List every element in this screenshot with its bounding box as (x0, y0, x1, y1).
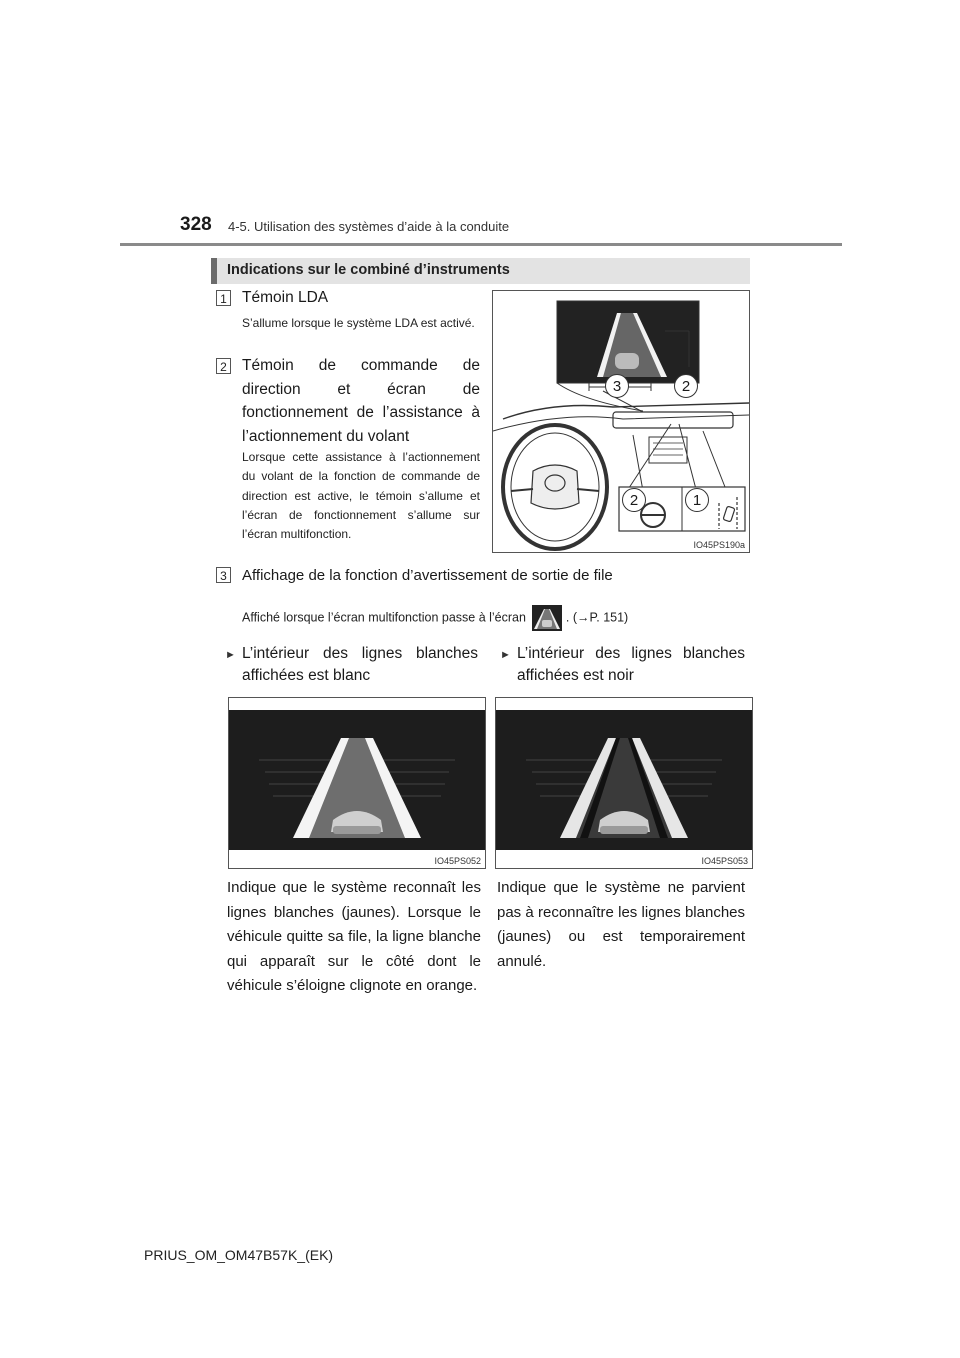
callout-2-steering-indicator: 2 (622, 488, 646, 512)
figure-code: IO45PS190a (693, 540, 745, 550)
item-1-title: Témoin LDA (242, 289, 329, 306)
left-column-description: Indique que le système reconnaît les lignes blanches (jaunes). Lorsque le véhicule quitte sa file, la ligne blanche qui apparaît sur le côté dont le véhicule s’éloigne clignote en orange. (227, 879, 481, 994)
lane-display-white-inside (229, 698, 485, 868)
document-code-footer: PRIUS_OM_OM47B57K_(EK) (144, 1247, 334, 1263)
instrument-panel-figure (492, 290, 750, 553)
header-rule (120, 243, 842, 246)
callout-3-lane-display: 3 (605, 374, 629, 398)
right-figure-code: IO45PS053 (701, 856, 748, 866)
item-3-number: 3 (216, 567, 231, 583)
right-lane-display-figure (495, 697, 753, 869)
left-lane-display-figure (228, 697, 486, 869)
bullet-left: ► (225, 649, 236, 661)
bullet-right: ► (500, 649, 511, 661)
section-title: Indications sur le combiné d’instruments (227, 262, 510, 278)
right-column-description: Indique que le système ne parvient pas à reconnaître les lignes blanches (jaunes) ou est temporairement annulé. (497, 879, 745, 970)
callout-1-lda-indicator: 1 (685, 488, 709, 512)
left-column-title: L’intérieur des lignes blanches affichées est blanc (242, 645, 478, 684)
page-number: 328 (180, 214, 212, 235)
instrument-panel-illustration (493, 291, 749, 552)
right-column-title: L’intérieur des lignes blanches affichées est noir (517, 645, 745, 684)
chapter-title: 4-5. Utilisation des systèmes d’aide à la conduite (228, 219, 510, 234)
item-2-title: Témoin de commande de direction et écran de fonctionnement de l’assistance à l’actionnement du volant (242, 357, 480, 445)
item-3-description-start: Affiché lorsque l’écran multifonction passe à l’écran (242, 610, 526, 625)
left-figure-code: IO45PS052 (434, 856, 481, 866)
lane-display-black-inside (496, 698, 752, 868)
section-heading (211, 258, 750, 284)
item-3-page-reference: . (→P. 151) (565, 610, 629, 625)
item-2-description: Lorsque cette assistance à l’actionnement du volant de la fonction de commande de direction est active, le témoin s’allume et l’écran de fonctionnement s’allume sur l’écran multifonction. (242, 450, 480, 542)
item-3-title: Affichage de la fonction d’avertissement de sortie de file (242, 567, 613, 584)
callout-2-steering-indicator-top: 2 (674, 374, 698, 398)
item-3-description (242, 605, 762, 631)
item-1-description: S’allume lorsque le système LDA est activé. (242, 316, 475, 330)
item-2-number: 2 (216, 358, 231, 374)
item-1-number: 1 (216, 290, 231, 306)
lane-screen-icon (532, 605, 562, 631)
